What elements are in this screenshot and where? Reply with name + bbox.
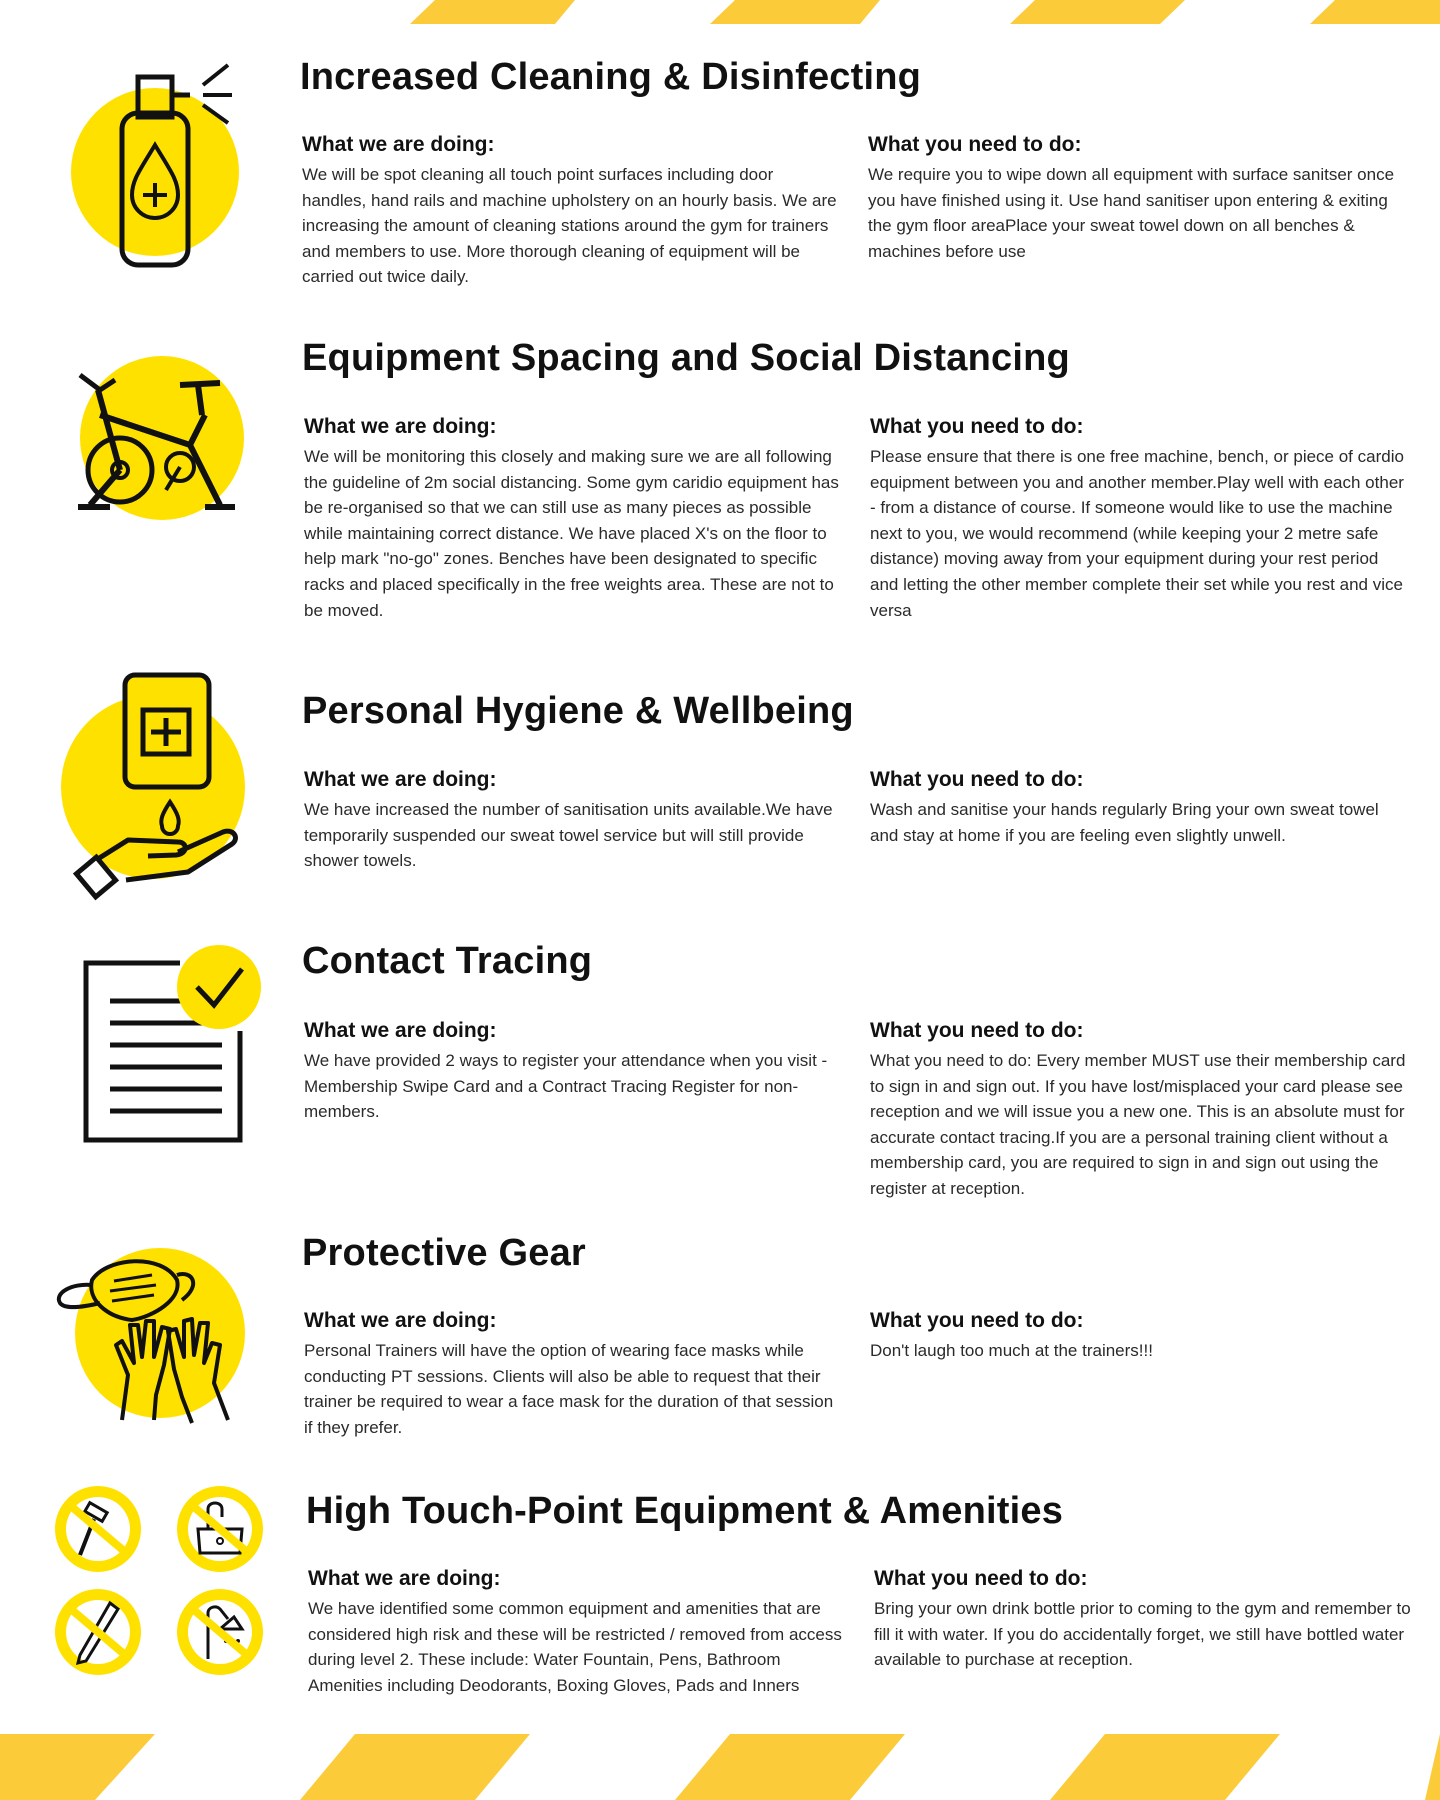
you-need-to-do-heading: What you need to do: bbox=[870, 415, 1084, 438]
we-are-doing-column bbox=[304, 1019, 844, 1125]
you-need-to-do-column bbox=[868, 133, 1408, 264]
section-title: Protective Gear bbox=[302, 1232, 586, 1274]
you-need-to-do-text: What you need to do: Every member MUST use their membership card to sign in and sign out. If you have lost/misplaced your card please see reception and we will issue you a new one. This is an absolute must for accurate contact tracing.If you are a personal training client without a membership card, you are required to sign in and sign out using the register at reception. bbox=[870, 1051, 1406, 1198]
you-need-to-do-text: We require you to wipe down all equipment with surface sanitser once you have finished using it. Use hand sanitiser upon entering & exiting the gym floor areaPlace your sweat towel down on all benches & machines before use bbox=[868, 165, 1395, 261]
you-need-to-do-column bbox=[870, 1019, 1410, 1202]
we-are-doing-heading: What we are doing: bbox=[304, 1019, 497, 1042]
top-stripe-border bbox=[0, 0, 1440, 24]
we-are-doing-text: We will be spot cleaning all touch point surfaces including door handles, hand rails and machine upholstery on an hourly basis. We are increasing the amount of cleaning stations around the gym for trainers and members to use. More thorough cleaning of equipment will be carried out twice daily. bbox=[302, 165, 837, 287]
restricted-amenities-icon bbox=[48, 1483, 273, 1678]
bottom-stripe-border bbox=[0, 1734, 1440, 1800]
no-water-fountain-icon bbox=[177, 1486, 263, 1572]
we-are-doing-column bbox=[308, 1567, 848, 1698]
we-are-doing-heading: What we are doing: bbox=[304, 768, 497, 791]
we-are-doing-heading: What we are doing: bbox=[308, 1567, 501, 1590]
we-are-doing-heading: What we are doing: bbox=[302, 133, 495, 156]
we-are-doing-text: We will be monitoring this closely and making sure we are all following the guideline of 2m social distancing. Some gym caridio equipment has be re-organised so that we can still use as many pieces as possible while maintaining correct distance. We have placed X's on the floor to help mark "no-go" zones. Benches have been designated to specific racks and placed specifically in the free weights area. These are not to be moved. bbox=[304, 447, 839, 620]
you-need-to-do-column bbox=[874, 1567, 1414, 1673]
we-are-doing-text: We have provided 2 ways to register your attendance when you visit - Membership Swipe Card and a Contract Tracing Register for non-members. bbox=[304, 1051, 828, 1122]
you-need-to-do-text: Bring your own drink bottle prior to coming to the gym and remember to fill it with water. If you do accidentally forget, we still have bottled water available to purchase at reception. bbox=[874, 1599, 1411, 1670]
you-need-to-do-column bbox=[870, 768, 1410, 848]
you-need-to-do-text: Please ensure that there is one free machine, bench, or piece of cardio equipment between you and another member.Play well with each other - from a distance of course. If someone would like to use the machine next to you, we would recommend (while keeping your 2 metre safe distance) moving away from your equipment during your rest period and letting the other member complete their set while you rest and vice versa bbox=[870, 447, 1404, 620]
you-need-to-do-heading: What you need to do: bbox=[868, 133, 1082, 156]
no-razor-icon bbox=[55, 1486, 141, 1572]
section-title: Increased Cleaning & Disinfecting bbox=[300, 56, 922, 98]
no-pen-icon bbox=[55, 1589, 141, 1675]
you-need-to-do-heading: What you need to do: bbox=[874, 1567, 1088, 1590]
we-are-doing-text: Personal Trainers will have the option of wearing face masks while conducting PT sessions. Clients will also be able to request that their trainer be required to wear a face mask for the duration of that session if they prefer. bbox=[304, 1341, 834, 1437]
you-need-to-do-text: Wash and sanitise your hands regularly Bring your own sweat towel and stay at home if you are feeling even slightly unwell. bbox=[870, 800, 1379, 845]
you-need-to-do-heading: What you need to do: bbox=[870, 768, 1084, 791]
spray-bottle-icon bbox=[60, 55, 250, 265]
we-are-doing-text: We have increased the number of sanitisation units available.We have temporarily suspended our sweat towel service but will still provide shower towels. bbox=[304, 800, 833, 871]
you-need-to-do-heading: What you need to do: bbox=[870, 1309, 1084, 1332]
you-need-to-do-text: Don't laugh too much at the trainers!!! bbox=[870, 1341, 1153, 1360]
you-need-to-do-heading: What you need to do: bbox=[870, 1019, 1084, 1042]
we-are-doing-column bbox=[302, 133, 842, 290]
you-need-to-do-column bbox=[870, 415, 1410, 623]
exercise-bike-icon bbox=[70, 355, 250, 525]
section-title: Equipment Spacing and Social Distancing bbox=[302, 337, 1070, 379]
mask-gloves-icon bbox=[52, 1245, 252, 1425]
checklist-icon bbox=[82, 945, 267, 1145]
section-title: Contact Tracing bbox=[302, 940, 593, 982]
we-are-doing-text: We have identified some common equipment and amenities that are considered high risk and these will be restricted / removed from access during level 2. These include: Water Fountain, Pens, Bathroom Amenities including Deodorants, Boxing Gloves, Pads and Inners bbox=[308, 1599, 842, 1695]
we-are-doing-column bbox=[304, 1309, 844, 1440]
we-are-doing-column bbox=[304, 768, 844, 874]
hand-sanitiser-icon bbox=[58, 672, 258, 902]
we-are-doing-column bbox=[304, 415, 844, 623]
we-are-doing-heading: What we are doing: bbox=[304, 415, 497, 438]
section-title: Personal Hygiene & Wellbeing bbox=[302, 690, 854, 732]
you-need-to-do-column bbox=[870, 1309, 1410, 1364]
no-shower-icon bbox=[177, 1589, 263, 1675]
section-title: High Touch-Point Equipment & Amenities bbox=[306, 1490, 1064, 1532]
we-are-doing-heading: What we are doing: bbox=[304, 1309, 497, 1332]
